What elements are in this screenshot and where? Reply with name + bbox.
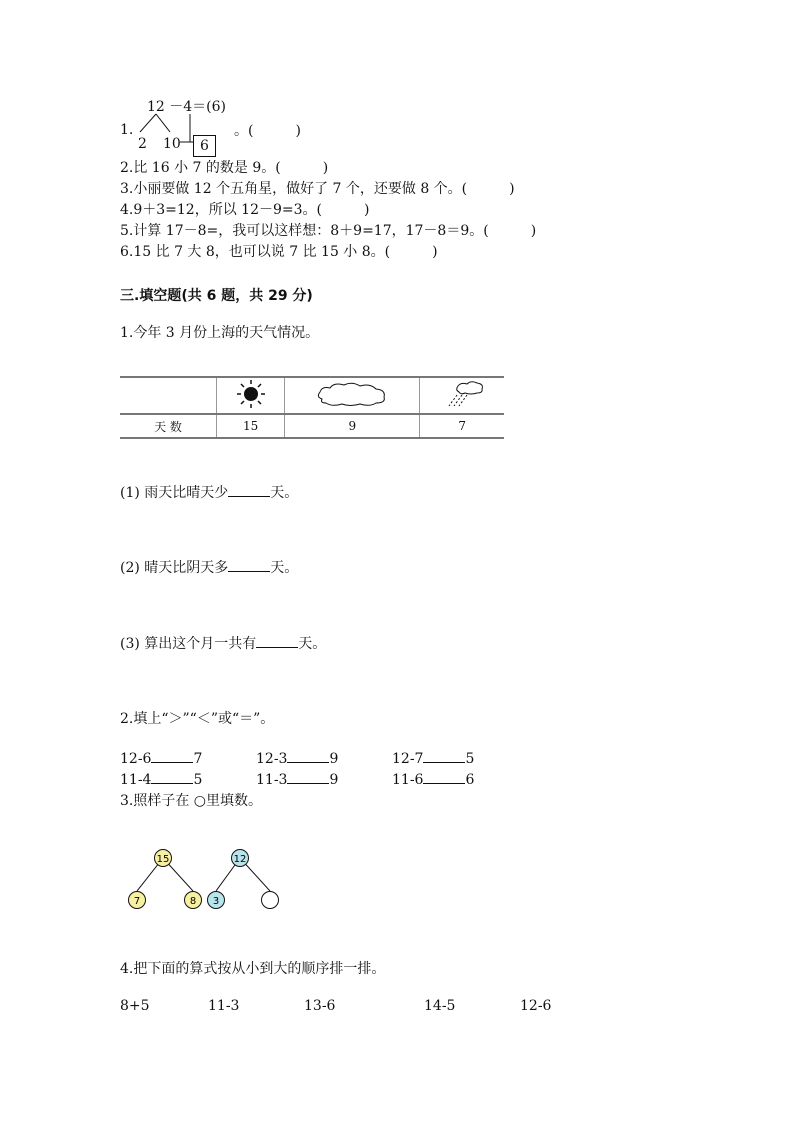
q3-3-text: 3.照样子在 ○里填数。 [120,793,263,809]
weather-table [120,376,504,439]
q1-left-part: 2 [138,136,147,152]
cloud-icon [285,377,420,414]
value-rainy: 7 [420,414,504,438]
empty-circle-input[interactable] [262,892,279,909]
expr-3: 13-6 [304,998,336,1014]
sun-icon [217,377,285,414]
q3-1-text: 1.今年 3 月份上海的天气情况。 [120,325,320,341]
judge-item-2: 2.比 16 小 7 的数是 9。( ) [120,160,329,176]
sub-question-3: (3) 算出这个月一共有 天。 [120,633,326,653]
number-bond-diagram [120,845,290,915]
tree1-right: 8 [189,896,197,907]
answer-blank[interactable] [228,557,270,572]
q1-number: 1. [120,122,134,138]
compare-item: 12-6 7 [120,748,202,767]
section-title: 三.填空题(共 6 题，共 29 分) [120,288,313,304]
judge-item-6: 6.15 比 7 大 8，也可以说 7 比 15 小 8。( ) [120,244,438,260]
table-corner [120,377,217,414]
compare-item: 11-3 9 [256,769,338,788]
tree1-left: 7 [133,896,141,907]
tree1-top: 15 [156,854,170,865]
q1-bracket[interactable]: 。( ) [234,123,301,139]
q1-answer-box: 6 [193,135,216,157]
compare-item: 12-7 5 [392,748,474,767]
judge-item-3: 3.小丽要做 12 个五角星，做好了 7 个，还要做 8 个。( ) [120,181,515,197]
value-sunny: 15 [217,414,285,438]
expr-5: 12-6 [520,998,552,1014]
sub-question-1: (1) 雨天比晴天少 天。 [120,482,298,502]
compare-item: 12-3 9 [256,748,338,767]
sub-question-2: (2) 晴天比阴天多 天。 [120,557,298,577]
answer-blank[interactable] [256,633,298,648]
rain-cloud-icon [420,377,504,414]
q3-2-text: 2.填上“＞”“＜”或“＝”。 [120,711,275,727]
q3-4-text: 4.把下面的算式按从小到大的顺序排一排。 [120,961,386,977]
expr-1: 8+5 [120,998,150,1014]
expr-4: 14-5 [424,998,456,1014]
q1-right-part: 10 [163,136,181,152]
expr-2: 11-3 [208,998,240,1014]
row-label: 天 数 [120,414,217,438]
answer-blank[interactable] [228,482,270,497]
q1-dash [180,136,194,146]
compare-item: 11-6 6 [392,769,474,788]
tree2-top: 12 [233,854,247,865]
judge-item-5: 5.计算 17－8=，我可以这样想：8＋9=17，17－8＝9。( ) [120,223,537,239]
compare-item: 11-4 5 [120,769,202,788]
q1-top-equation: 12 －4＝(6) [147,99,227,115]
tree2-left: 3 [212,896,220,907]
value-cloudy: 9 [285,414,420,438]
judge-item-4: 4.9＋3=12，所以 12－9=3。( ) [120,202,370,218]
